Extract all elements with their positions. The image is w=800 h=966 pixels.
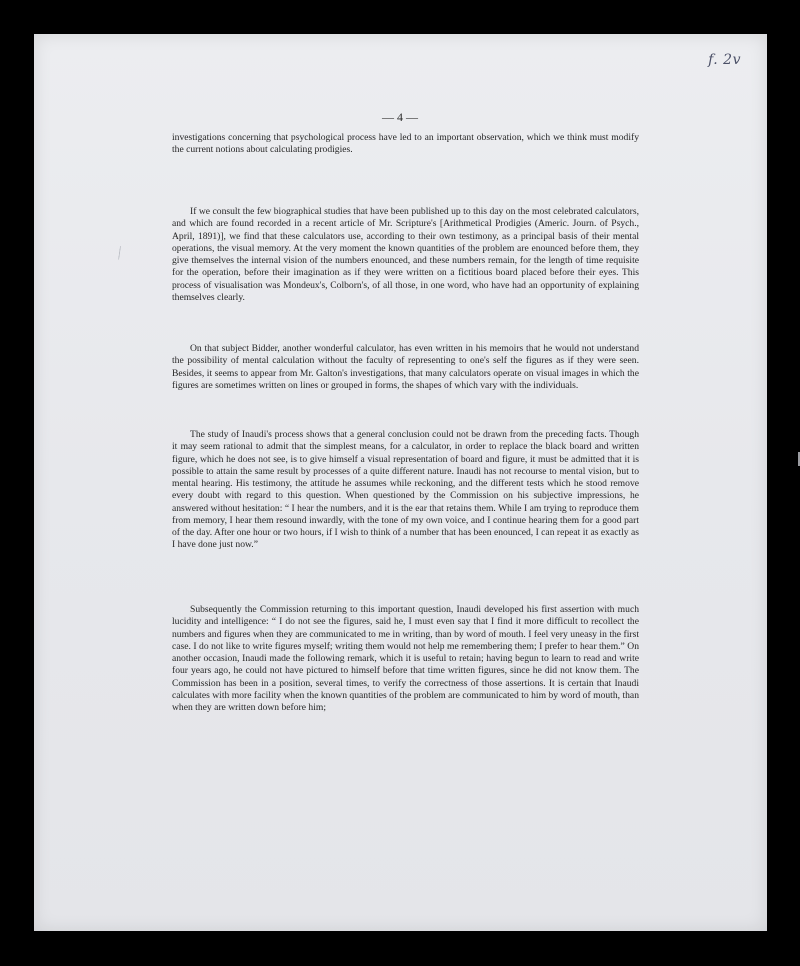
paragraph-inaudi-process [172,429,639,552]
paragraph-text: Subsequently the Commission returning to this important question, Inaudi developed his first assertion with much lucidity and intelligence: “ I do not see the figures, said he, I must even say that I find it more difficult to recollect the numbers and figures when they are communicated to me in writing, than by word of mouth. I feel very uneasy in the first case. I do not like to write figures myself; writing them would not help me remembering them; I prefer to hear them.” On another occasion, Inaudi made the following remark, which it is useful to retain; having begun to learn to read and write four years ago, he could not have pictured to himself before that time written figures, since he did not know them. The Commission has been in a position, several times, to verify the correctness of those assertions. It is certain that Inaudi calculates with more facility when the known quantities of the problem are communicated to him by word of mouth, than when they are written down before him; [172,604,639,713]
margin-mark [118,246,122,260]
paragraph-text: investigations concerning that psychological process have led to an important observation, which we think must modify the current notions about calculating prodigies. [172,132,639,156]
paragraph-commission [172,604,639,714]
paragraph-visualisation [172,206,639,304]
paragraph-text: On that subject Bidder, another wonderful calculator, has even written in his memoirs that he would not understand the possibility of mental calculation without the faculty of representing to one's self the figures as if they were seen. Besides, it seems to appear from Mr. Galton's investigations, that many calculators operate on visual images in which the figures are sometimes written on lines or grouped in forms, the shapes of which vary with the individuals. [172,343,639,391]
folio-annotation: f. 2v [708,52,741,68]
page-number: — 4 — [382,110,418,124]
paragraph-continuation [172,132,639,157]
paragraph-bidder [172,343,639,392]
paragraph-text: The study of Inaudi's process shows that a general conclusion could not be drawn from the preceding facts. Though it may seem rational to admit that the simplest means, for a calculator, in order to replace the black board and written figure, which he does not see, is to give himself a visual representation of board and figure, it must be admitted that it is possible to attain the same result by processes of a quite different nature. Inaudi has not recourse to mental vision, but to mental hearing. His testimony, the attitude he assumes while reckoning, and the different tests which he stood remove every doubt with regard to this question. When questioned by the Commission on his subjective impressions, he answered without hesitation: “ I hear the numbers, and it is the ear that retains them. While I am trying to reproduce them from memory, I hear them resound inwardly, with the tone of my own voice, and I continue hearing them for a good part of the day. After one hour or two hours, if I wish to think of a number that has been enounced, I can repeat it as exactly as I have done just now.” [172,429,639,551]
paragraph-text: If we consult the few biographical studies that have been published up to this day on the most celebrated calculators, and which are found recorded in a recent article of Mr. Scripture's [Arithmetical Prodigies (Americ. Journ. of Psych., April, 1891)], we find that these calculators use, according to their own testimony, as a principal basis of their mental operations, the visual memory. At the very moment the known quantities of the problem are enounced before them, they give themselves the internal vision of the numbers enounced, and these numbers remain, for the length of time requisite for the operation, before their imagination as if they were written on a fictitious board placed before their eyes. This process of visualisation was Mondeux's, Colborn's, of all those, in one word, who have had an opportunity of explaining themselves clearly. [172,206,639,303]
